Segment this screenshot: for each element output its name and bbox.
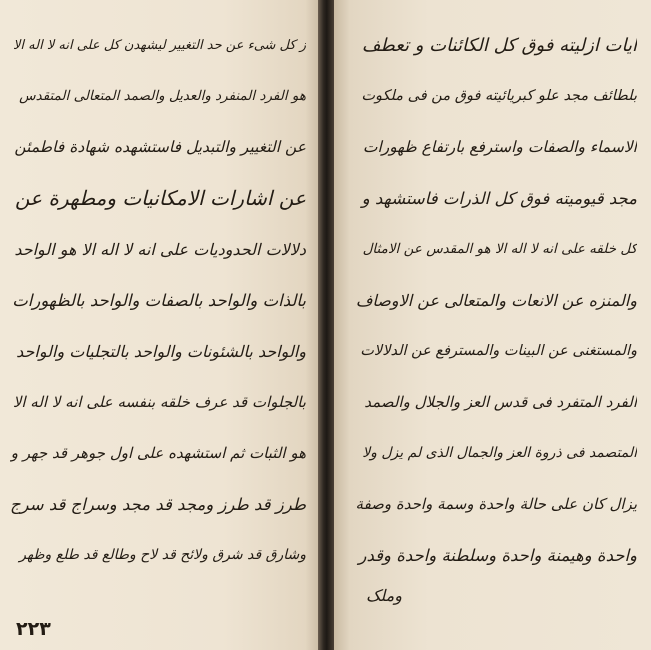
text-line: عن التغییر والتبدیل فاستشهده شهادة فاطمئن <box>14 138 306 156</box>
text-line: المتصمد فی ذروة العز والجمال الذی لم یزل ولا <box>362 445 637 461</box>
text-line: طرز قد طرز ومجد قد مجد وسراج قد سرج <box>10 495 306 514</box>
text-line: الاسماء والصفات واسترفع بارتفاع ظهورات <box>362 138 637 156</box>
text-line: بلطائف مجد علو کبریائیته فوق من فی ملکوت <box>361 88 637 104</box>
text-line: وشارق قد شرق ولائح قد لاح وطالع قد طلع وظهر <box>19 547 306 563</box>
text-line: عن اشارات الامکانیات ومطهرة عن <box>14 186 306 210</box>
text-line: بالذات والواحد بالصفات والواحد بالظهورات <box>12 291 306 310</box>
text-line: والواحد بالشئونات والواحد بالتجلیات والواحد <box>16 342 306 361</box>
text-line: یزال کان علی حالة واحدة وسمة واحدة وصفة <box>356 495 637 513</box>
text-line: الفرد المتفرد فی قدس العز والجلال والصمد <box>364 393 637 411</box>
text-line: هو الثبات ثم استشهده علی اول جوهر قد جهر و <box>10 444 306 462</box>
text-line: ز کل شیء عن حد التغییر لیشهدن کل علی انه لا اله الا <box>13 38 306 53</box>
left-page <box>0 0 318 650</box>
text-line: والمنزه عن الانعات والمتعالی عن الاوصاف <box>356 291 637 310</box>
text-line: دلالات الحدودیات علی انه لا اله الا هو الواحد <box>14 240 306 259</box>
text-line: واحدة وهیمنة واحدة وسلطنة واحدة وقدر <box>358 546 637 565</box>
catchword: وملک <box>366 586 402 605</box>
text-line: هو الفرد المنفرد والعدیل والصمد المتعالی المتقدس <box>19 88 306 104</box>
page-number: ٢٢٣ <box>16 618 51 640</box>
text-line: مجد قیومیته فوق کل الذرات فاستشهد و <box>361 189 637 208</box>
text-line: کل خلقه علی انه لا اله الا هو المقدس عن الامثال <box>362 241 637 257</box>
right-page <box>334 0 651 650</box>
book-gutter <box>318 0 334 650</box>
text-line: والمستغنی عن البینات والمسترفع عن الدلالات <box>360 343 637 359</box>
text-line: بالجلوات قد عرف خلقه بنفسه علی انه لا اله الا <box>12 393 306 411</box>
left-page-text <box>10 20 306 581</box>
right-page-text <box>356 20 637 611</box>
text-line: ایات ازلیته فوق کل الکائنات و تعطف <box>361 35 637 56</box>
